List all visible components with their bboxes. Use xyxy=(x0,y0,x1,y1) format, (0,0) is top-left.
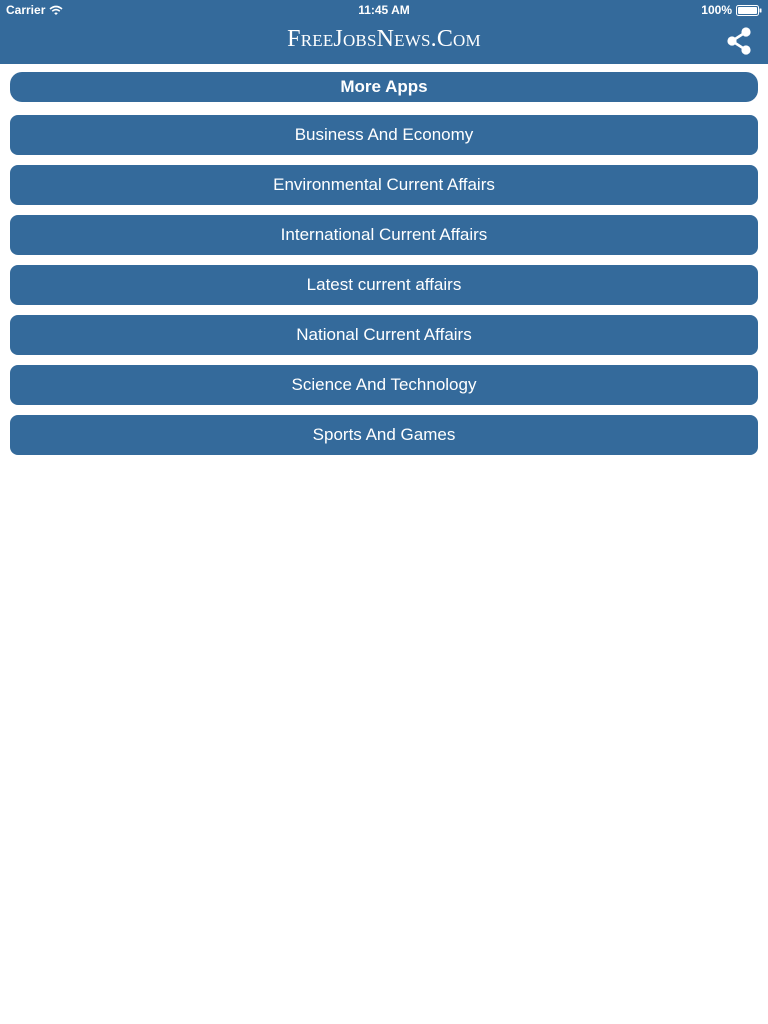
more-apps-button[interactable]: More Apps xyxy=(10,72,758,102)
status-right xyxy=(701,3,762,17)
share-icon xyxy=(724,26,754,56)
category-science-and-technology[interactable]: Science And Technology xyxy=(10,365,758,405)
category-list xyxy=(10,115,758,455)
top-bar xyxy=(0,0,768,64)
page-title: FreeJobsNews.Com xyxy=(287,26,481,52)
battery-icon xyxy=(736,5,762,16)
nav-bar xyxy=(0,20,768,64)
category-business-and-economy[interactable]: Business And Economy xyxy=(10,115,758,155)
carrier-label: Carrier xyxy=(6,3,46,17)
status-time: 11:45 AM xyxy=(358,3,410,17)
category-latest-current-affairs[interactable]: Latest current affairs xyxy=(10,265,758,305)
share-button[interactable] xyxy=(724,26,754,56)
main-content xyxy=(10,72,758,465)
category-national-current-affairs[interactable]: National Current Affairs xyxy=(10,315,758,355)
category-international-current-affairs[interactable]: International Current Affairs xyxy=(10,215,758,255)
battery-percent: 100% xyxy=(701,3,732,17)
status-bar xyxy=(0,0,768,20)
category-environmental-current-affairs[interactable]: Environmental Current Affairs xyxy=(10,165,758,205)
category-sports-and-games[interactable]: Sports And Games xyxy=(10,415,758,455)
